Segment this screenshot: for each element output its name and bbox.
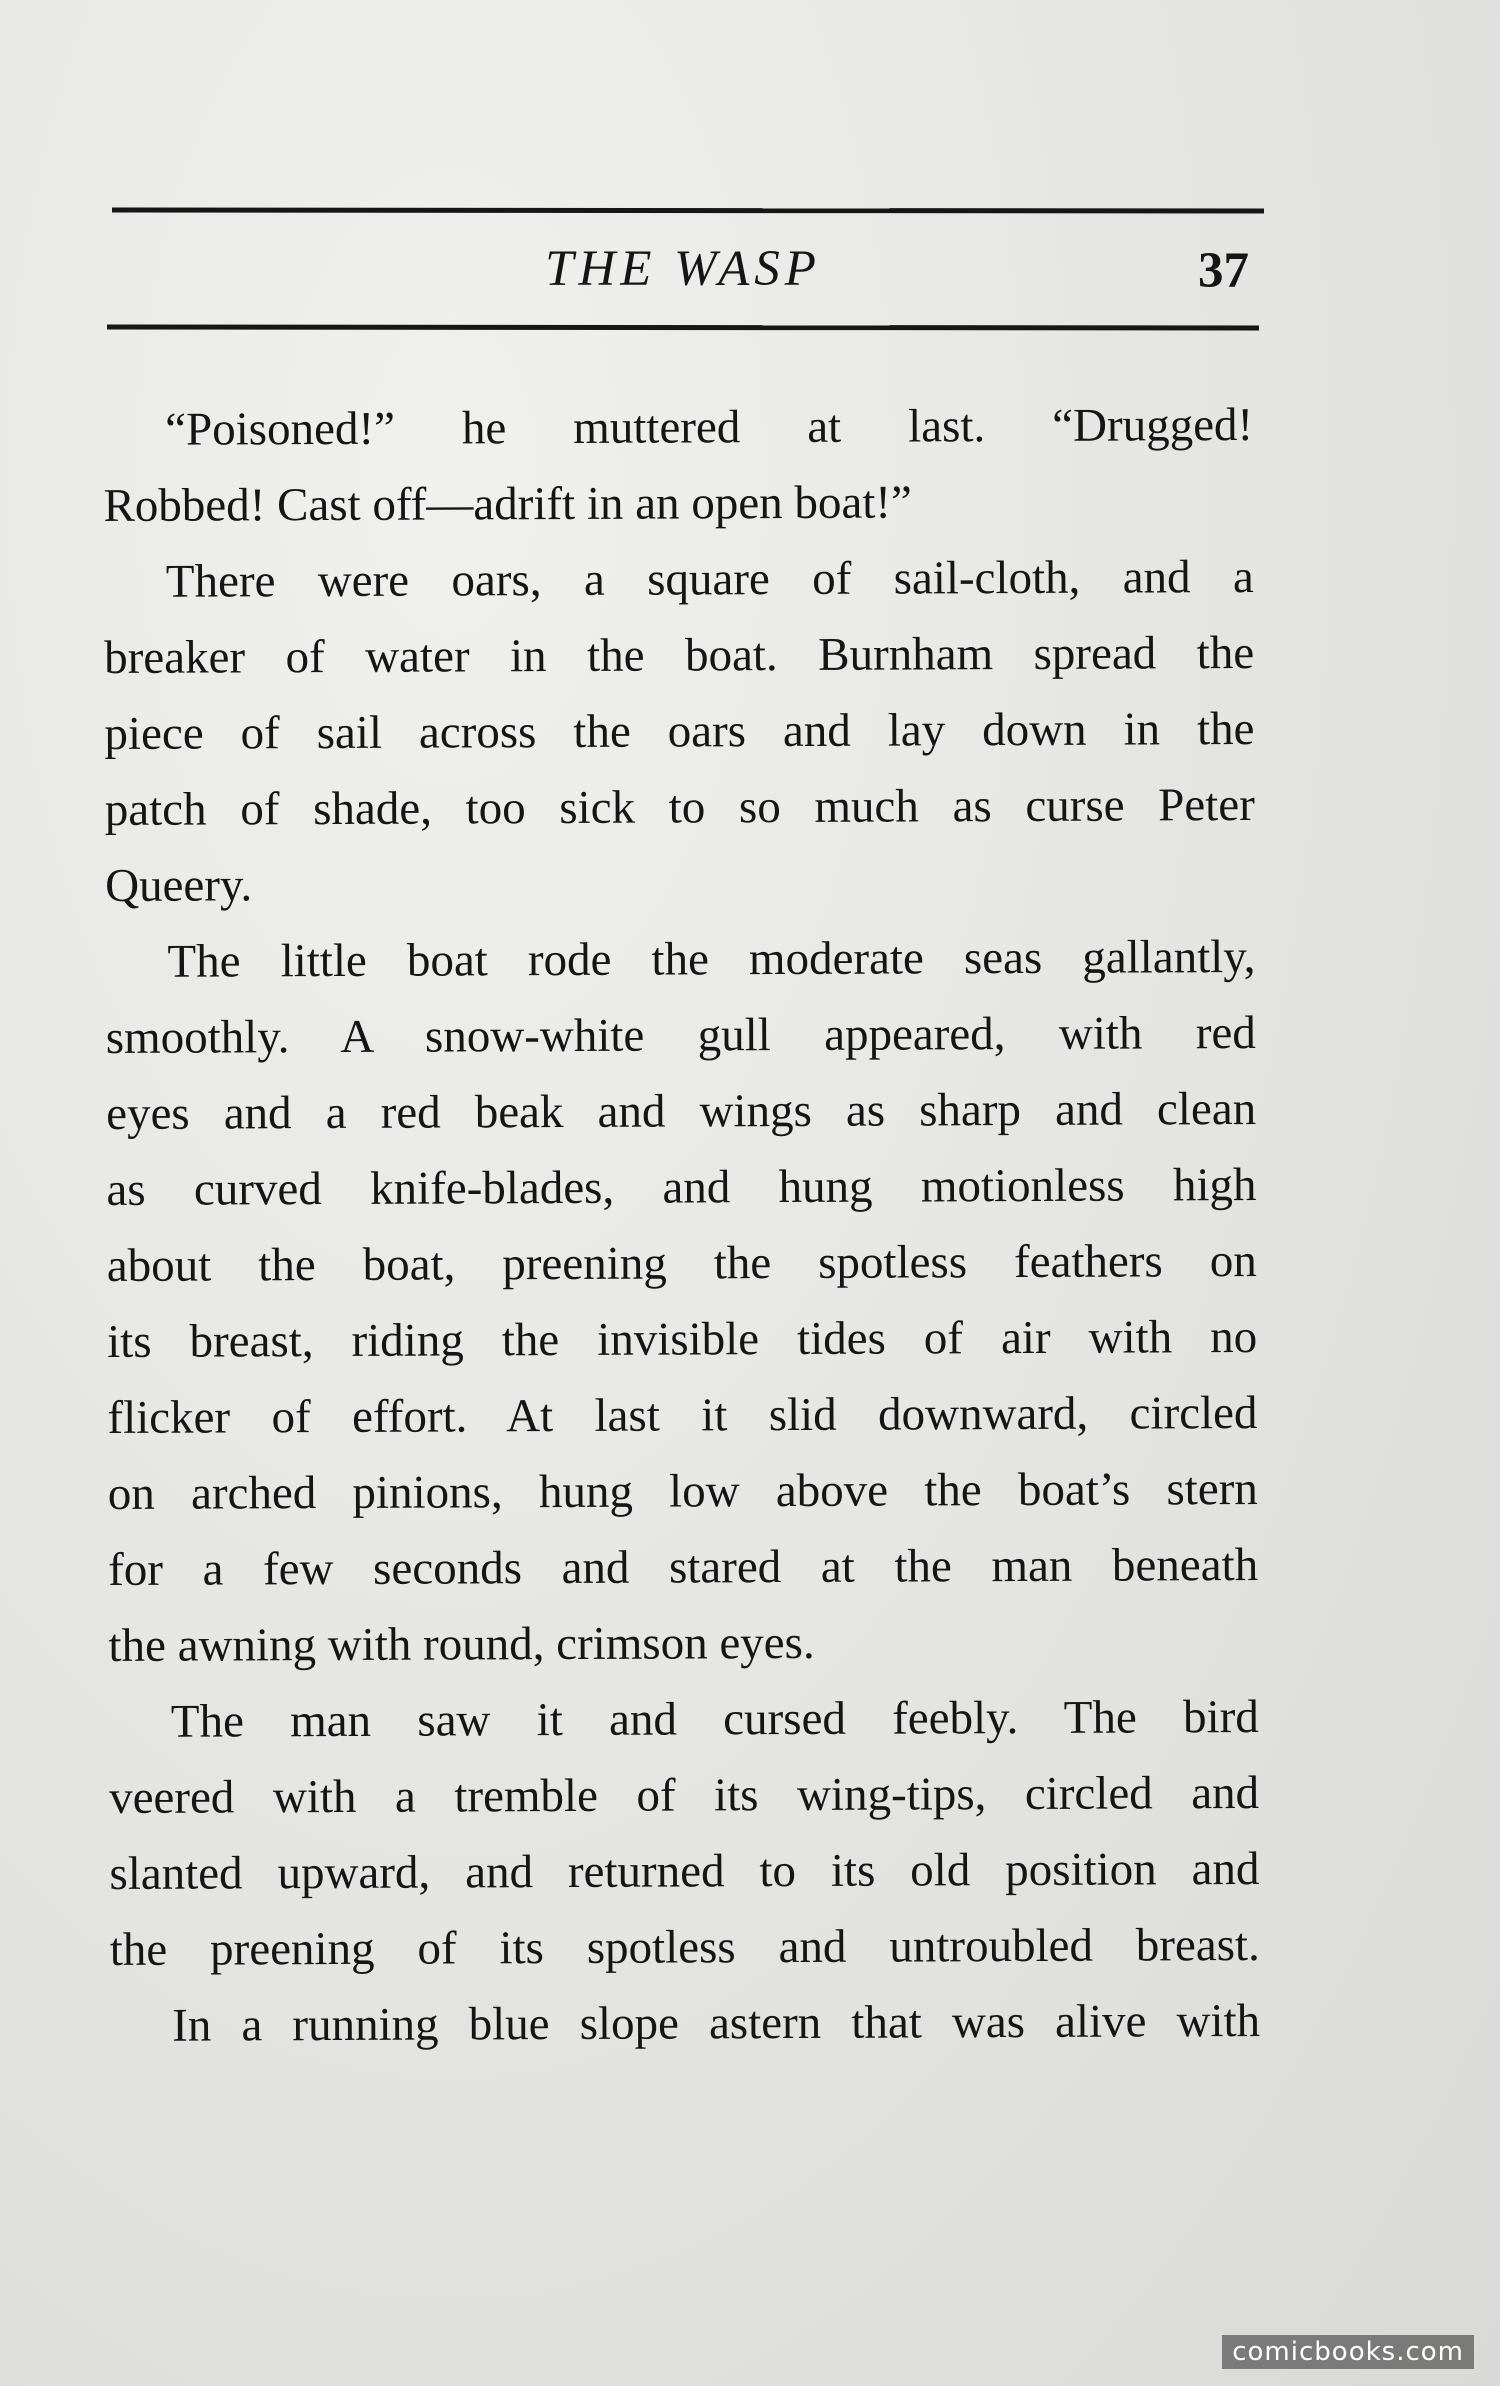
- text-line: veered with a tremble of its wing-tips, circled and: [109, 1766, 1260, 1824]
- text-line: about the boat, preening the spotless feathers on: [106, 1234, 1257, 1292]
- text-line: smoothly. A snow-white gull appeared, with red: [105, 1006, 1256, 1064]
- running-head: [107, 240, 1259, 300]
- text-line: its breast, riding the invisible tides of air with no: [107, 1310, 1258, 1368]
- body-text: [103, 387, 1260, 2064]
- text-line: “Poisoned!” he muttered at last. “Drugged!: [165, 398, 1254, 456]
- text-line: patch of shade, too sick to so much as curse Peter: [104, 778, 1255, 836]
- header-rule-bottom: [107, 324, 1259, 330]
- text-line: piece of sail across the oars and lay down in the: [104, 702, 1255, 760]
- watermark: comicbooks.com: [1222, 2335, 1474, 2369]
- text-line: There were oars, a square of sail-cloth, and a: [165, 550, 1254, 608]
- text-line: Queery.: [105, 859, 253, 912]
- text-line: as curved knife-blades, and hung motionless high: [106, 1158, 1257, 1216]
- text-line: flicker of effort. At last it slid downward, circled: [107, 1386, 1258, 1444]
- running-title: THE WASP: [545, 241, 821, 297]
- page-number: 37: [1198, 243, 1249, 299]
- text-line: The little boat rode the moderate seas gallantly,: [167, 930, 1256, 988]
- text-line: breaker of water in the boat. Burnham spread the: [104, 626, 1255, 684]
- text-line: the preening of its spotless and untroubled breast.: [109, 1918, 1260, 1976]
- header-rule-top: [112, 207, 1264, 213]
- text-line: for a few seconds and stared at the man beneath: [108, 1538, 1259, 1596]
- text-line: In a running blue slope astern that was alive with: [172, 1994, 1261, 2052]
- text-line: Robbed! Cast off—adrift in an open boat!”: [103, 476, 912, 532]
- text-line: The man saw it and cursed feebly. The bird: [170, 1690, 1259, 1748]
- text-line: on arched pinions, hung low above the boat’s stern: [107, 1462, 1258, 1520]
- text-line: slanted upward, and returned to its old position and: [109, 1842, 1260, 1900]
- text-line: the awning with round, crimson eyes.: [108, 1616, 815, 1672]
- text-line: eyes and a red beak and wings as sharp and clean: [106, 1082, 1257, 1140]
